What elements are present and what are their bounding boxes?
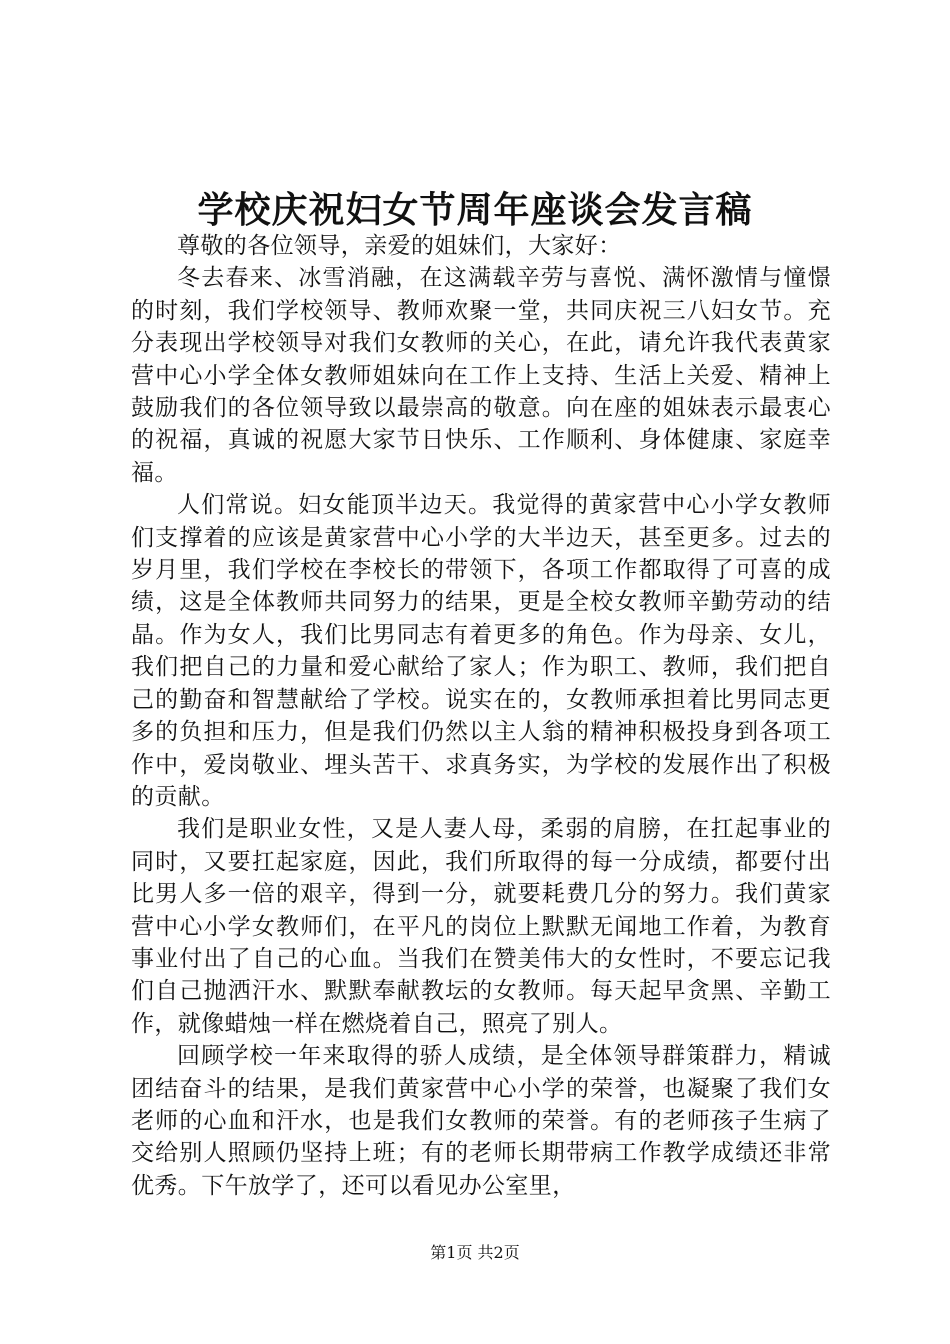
paragraph-4: 回顾学校一年来取得的骄人成绩，是全体领导群策群力，精诚团结奋斗的结果，是我们黄家营中心小学的荣誉，也凝聚了我们女老师的心血和汗水，也是我们女教师的荣誉。有的老师孩子生病了交给别人照顾仍坚持上班；有的老师长期带病工作教学成绩还非常优秀。下午放学了，还可以看见办公室里， xyxy=(131,1043,831,1199)
document-title: 学校庆祝妇女节周年座谈会发言稿 xyxy=(197,189,753,231)
document-body xyxy=(131,230,831,1202)
paragraph-3: 我们是职业女性，又是人妻人母，柔弱的肩膀，在扛起事业的同时，又要扛起家庭，因此，我们所取得的每一分成绩，都要付出比男人多一倍的艰辛，得到一分，就要耗费几分的努力。我们黄家营中心小学女教师们，在平凡的岗位上默默无闻地工作着，为教育事业付出了自己的心血。当我们在赞美伟大的女性时，不要忘记我们自己抛洒汗水、默默奉献教坛的女教师。每天起早贪黑、辛勤工作，就像蜡烛一样在燃烧着自己，照亮了别人。 xyxy=(131,816,831,1037)
paragraph-2: 人们常说。妇女能顶半边天。我觉得的黄家营中心小学女教师们支撑着的应该是黄家营中心小学的大半边天，甚至更多。过去的岁月里，我们学校在李校长的带领下，各项工作都取得了可喜的成绩，这是全体教师共同努力的结果，更是全校女教师辛勤劳动的结晶。作为女人，我们比男同志有着更多的角色。作为母亲、女儿，我们把自己的力量和爱心献给了家人；作为职工、教师，我们把自己的勤奋和智慧献给了学校。说实在的，女教师承担着比男同志更多的负担和压力，但是我们仍然以主人翁的精神积极投身到各项工作中，爱岗敬业、埋头苦干、求真务实，为学校的发展作出了积极的贡献。 xyxy=(131,492,831,810)
page-number-footer: 第1页 共2页 xyxy=(430,1243,520,1262)
paragraph-greeting: 尊敬的各位领导，亲爱的姐妹们，大家好： xyxy=(177,233,622,259)
paragraph-1: 冬去春来、冰雪消融，在这满载辛劳与喜悦、满怀激情与憧憬的时刻，我们学校领导、教师欢聚一堂，共同庆祝三八妇女节。充分表现出学校领导对我们女教师的关心，在此，请允许我代表黄家营中心小学全体女教师姐妹向在工作上支持、生活上关爱、精神上鼓励我们的各位领导致以最崇高的敬意。向在座的姐妹表示最衷心的祝福，真诚的祝愿大家节日快乐、工作顺利、身体健康、家庭幸福。 xyxy=(131,265,831,486)
